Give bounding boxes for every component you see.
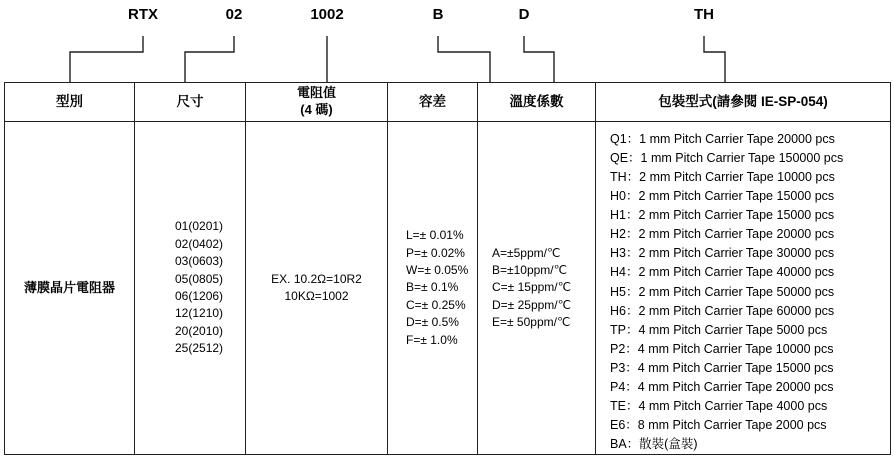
- header-resistance-sublabel: (4 碼): [300, 102, 333, 117]
- list-item: 10KΩ=1002: [284, 289, 349, 304]
- list-item: B=± 0.1%: [406, 280, 459, 295]
- size-list: [135, 218, 245, 357]
- header-type: [5, 83, 135, 122]
- list-item: L=± 0.01%: [406, 228, 464, 243]
- part-number-code-row: [0, 6, 894, 32]
- list-item: TP：4 mm Pitch Carrier Tape 5000 pcs: [610, 322, 828, 337]
- list-item: H3：2 mm Pitch Carrier Tape 30000 pcs: [610, 246, 835, 261]
- list-item: E6：8 mm Pitch Carrier Tape 2000 pcs: [610, 417, 827, 432]
- part-number-table: [4, 82, 891, 455]
- code-token-tolerance: B: [432, 6, 444, 23]
- list-item: TE：4 mm Pitch Carrier Tape 4000 pcs: [610, 398, 828, 413]
- list-item: H1：2 mm Pitch Carrier Tape 15000 pcs: [610, 208, 835, 223]
- list-item: 06(1206): [175, 289, 224, 304]
- list-item: W=± 0.05%: [406, 262, 469, 277]
- header-resistance-label: 電阻值: [296, 85, 336, 101]
- code-token-temp-coefficient: D: [518, 6, 530, 23]
- leader-lines: [0, 30, 894, 82]
- list-item: P2：4 mm Pitch Carrier Tape 10000 pcs: [610, 341, 834, 356]
- leader-line-tolerance: [438, 36, 490, 82]
- list-item: BA：散裝(盒裝): [610, 437, 698, 451]
- table-header-row: [5, 83, 891, 122]
- cell-tolerance: [388, 122, 478, 455]
- code-token-packaging: TH: [694, 6, 714, 23]
- list-item: H0：2 mm Pitch Carrier Tape 15000 pcs: [610, 189, 835, 204]
- header-tolerance-label: 容差: [419, 93, 446, 109]
- list-item: EX. 10.2Ω=10R2: [271, 271, 362, 286]
- header-size: [135, 83, 246, 122]
- header-type-label: 型別: [56, 93, 83, 109]
- list-item: 03(0603): [175, 254, 224, 269]
- tolerance-list: [388, 227, 477, 349]
- list-item: P3：4 mm Pitch Carrier Tape 15000 pcs: [610, 360, 834, 375]
- code-token-size: 02: [225, 6, 243, 23]
- temp-coefficient-list: [478, 245, 595, 332]
- header-temp-coefficient: [478, 83, 596, 122]
- list-item: C=± 0.25%: [406, 297, 466, 312]
- list-item: P=± 0.02%: [406, 245, 465, 260]
- leader-line-type: [70, 36, 143, 82]
- list-item: C=± 15ppm/℃: [492, 280, 572, 295]
- list-item: 12(1210): [175, 306, 224, 321]
- list-item: F=± 1.0%: [406, 332, 458, 347]
- header-size-label: 尺寸: [176, 93, 204, 109]
- cell-temp-coefficient: [478, 122, 596, 455]
- list-item: A=±5ppm/℃: [492, 245, 561, 260]
- list-item: TH：2 mm Pitch Carrier Tape 10000 pcs: [610, 170, 835, 185]
- cell-packaging: [596, 122, 891, 455]
- list-item: H4：2 mm Pitch Carrier Tape 40000 pcs: [610, 265, 835, 280]
- list-item: E=± 50ppm/℃: [492, 315, 571, 330]
- leader-line-size: [185, 36, 234, 82]
- cell-resistance: [246, 122, 388, 455]
- packaging-list: [596, 122, 890, 454]
- list-item: Q1：1 mm Pitch Carrier Tape 20000 pcs: [610, 132, 835, 146]
- leader-line-temp-coefficient: [524, 36, 554, 82]
- list-item: 05(0805): [175, 271, 224, 286]
- code-token-resistance: 1002: [310, 6, 344, 23]
- list-item: 25(2512): [175, 341, 224, 356]
- list-item: B=±10ppm/℃: [492, 262, 568, 277]
- header-packaging: [596, 83, 891, 122]
- header-temp-coefficient-label: 溫度係數: [509, 93, 564, 109]
- list-item: D=± 0.5%: [406, 315, 459, 330]
- list-item: P4：4 mm Pitch Carrier Tape 20000 pcs: [610, 379, 834, 394]
- cell-size: [135, 122, 246, 455]
- code-token-type: RTX: [128, 6, 158, 23]
- list-item: 20(2010): [175, 323, 224, 338]
- list-item: H5：2 mm Pitch Carrier Tape 50000 pcs: [610, 284, 835, 299]
- list-item: D=± 25ppm/℃: [492, 297, 572, 312]
- header-resistance: [246, 83, 388, 122]
- resistance-examples: [246, 271, 387, 306]
- list-item: H2：2 mm Pitch Carrier Tape 20000 pcs: [610, 227, 835, 242]
- list-item: H6：2 mm Pitch Carrier Tape 60000 pcs: [610, 303, 835, 318]
- leader-line-packaging: [704, 36, 725, 82]
- header-packaging-label: 包裝型式(請參閱 IE-SP-054): [658, 93, 828, 109]
- header-tolerance: [388, 83, 478, 122]
- cell-type: [5, 122, 135, 455]
- list-item: QE：1 mm Pitch Carrier Tape 150000 pcs: [610, 151, 844, 166]
- list-item: 01(0201): [175, 219, 224, 234]
- type-name: 薄膜晶片電阻器: [23, 279, 115, 295]
- table-body-row: [5, 122, 891, 455]
- list-item: 02(0402): [175, 236, 224, 251]
